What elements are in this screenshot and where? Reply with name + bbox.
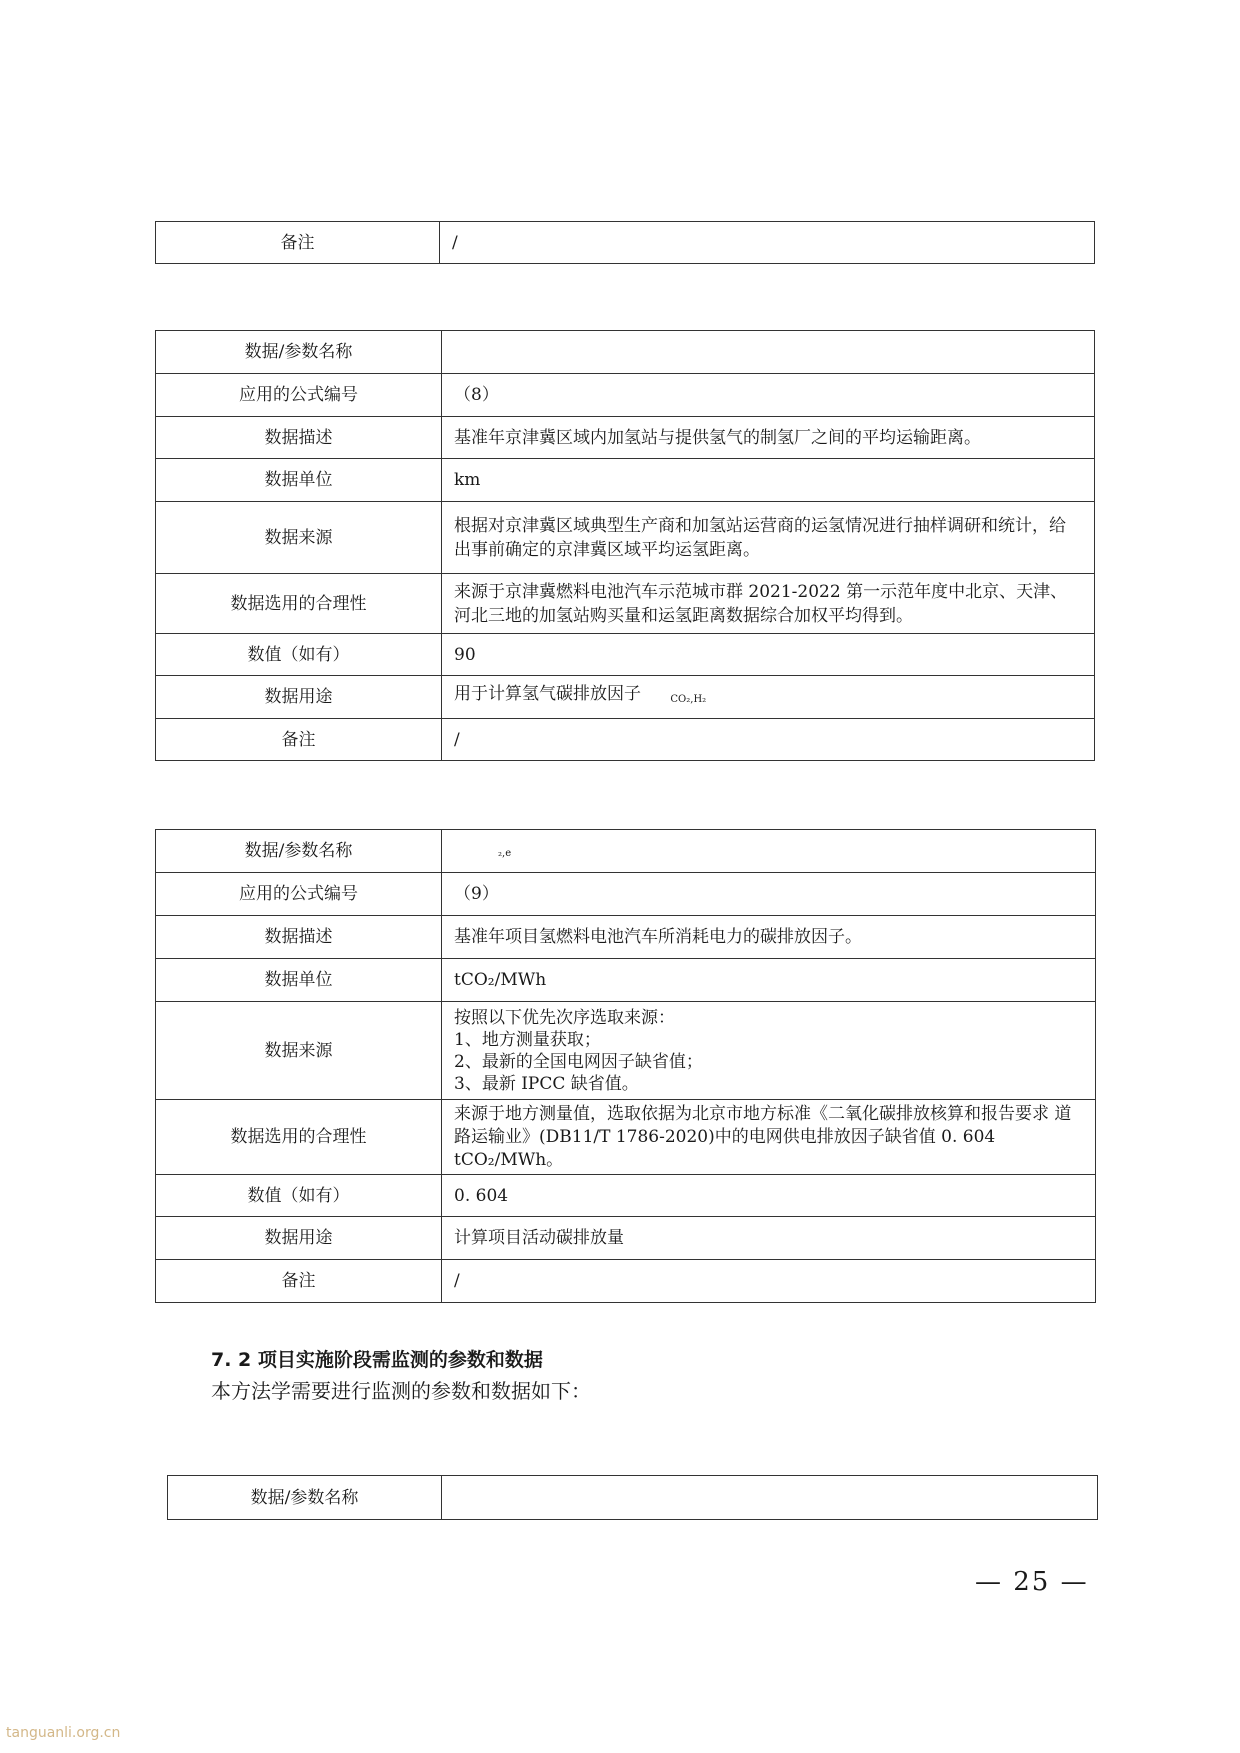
row-value: / [440,222,1095,264]
table-row [168,1476,1098,1520]
parameter-table-grid-emission-factor [155,829,1096,1303]
numeric-value: 90 [442,634,1095,676]
table-row [156,459,1095,502]
parameter-table-transport-distance [155,330,1095,761]
usage-value: 计算项目活动碳排放量 [442,1217,1096,1260]
unit-value: tCO₂/MWh [442,959,1096,1002]
section-heading: 7. 2 项目实施阶段需监测的参数和数据 [211,1349,543,1371]
page-number: — 25 — [975,1567,1089,1597]
formula-label: 应用的公式编号 [156,873,442,916]
param-name-label: 数据/参数名称 [156,830,442,873]
table-row [156,676,1095,719]
source-label: 数据来源 [156,502,442,574]
unit-value: km [442,459,1095,502]
param-name-value [442,830,1096,873]
table-row [156,417,1095,459]
usage-cell [442,676,1095,719]
table-row [156,374,1095,417]
description-label: 数据描述 [156,916,442,959]
rationale-label: 数据选用的合理性 [156,574,442,634]
numeric-value: 0. 604 [442,1175,1096,1217]
unit-label: 数据单位 [156,459,442,502]
table-row [156,830,1096,873]
table-row [156,222,1095,264]
watermark-text: tanguanli.org.cn [6,1725,121,1741]
numeric-value-label: 数值（如有） [156,1175,442,1217]
description-value: 基准年京津冀区域内加氢站与提供氢气的制氢厂之间的平均运输距离。 [442,417,1095,459]
table-row [156,719,1095,761]
formula-value: （8） [442,374,1095,417]
monitoring-parameter-table [167,1475,1098,1520]
table-row [156,634,1095,676]
table-row [156,1175,1096,1217]
table-row [156,1100,1096,1175]
source-value: 根据对京津冀区域典型生产商和加氢站运营商的运氢情况进行抽样调研和统计，给出事前确定的京津冀区域平均运氢距离。 [442,502,1095,574]
usage-label: 数据用途 [156,1217,442,1260]
source-label: 数据来源 [156,1002,442,1100]
numeric-value-label: 数值（如有） [156,634,442,676]
source-line: 1、地方测量获取； [454,1029,601,1050]
source-line: 2、最新的全国电网因子缺省值； [454,1051,703,1072]
remarks-label: 备注 [156,1260,442,1303]
remarks-table-continued [155,221,1095,264]
table-row [156,959,1096,1002]
remarks-label: 备注 [156,719,442,761]
rationale-value: 来源于京津冀燃料电池汽车示范城市群 2021-2022 第一示范年度中北京、天津、河北三地的加氢站购买量和运氢距离数据综合加权平均得到。 [442,574,1095,634]
table-row [156,1217,1096,1260]
table-row [156,1002,1096,1100]
description-value: 基准年项目氢燃料电池汽车所消耗电力的碳排放因子。 [442,916,1096,959]
param-name-label: 数据/参数名称 [168,1476,442,1520]
table-row [156,502,1095,574]
formula-value: （9） [442,873,1096,916]
param-name-label: 数据/参数名称 [156,331,442,374]
table-row [156,331,1095,374]
table-row [156,574,1095,634]
remarks-value: / [442,1260,1096,1303]
source-line: 按照以下优先次序选取来源： [454,1007,675,1028]
source-value [442,1002,1096,1100]
description-label: 数据描述 [156,417,442,459]
rationale-label: 数据选用的合理性 [156,1100,442,1175]
param-name-value [442,1476,1098,1520]
table-row [156,873,1096,916]
usage-label: 数据用途 [156,676,442,719]
table-row [156,916,1096,959]
table-row [156,1260,1096,1303]
section-intro: 本方法学需要进行监测的参数和数据如下： [211,1379,591,1403]
param-name-value [442,331,1095,374]
usage-value: 用于计算氢气碳排放因子 [454,684,641,704]
usage-subscript: CO₂,H₂ [670,694,707,705]
unit-label: 数据单位 [156,959,442,1002]
row-label: 备注 [156,222,440,264]
rationale-value: 来源于地方测量值，选取依据为北京市地方标准《二氧化碳排放核算和报告要求 道路运输业》(DB11/T 1786-2020)中的电网供电排放因子缺省值 0. 604 tCO₂/MWh。 [442,1100,1096,1175]
param-name-subscript: ₂,e [498,848,512,859]
source-line: 3、最新 IPCC 缺省值。 [454,1073,639,1094]
remarks-value: / [442,719,1095,761]
formula-label: 应用的公式编号 [156,374,442,417]
